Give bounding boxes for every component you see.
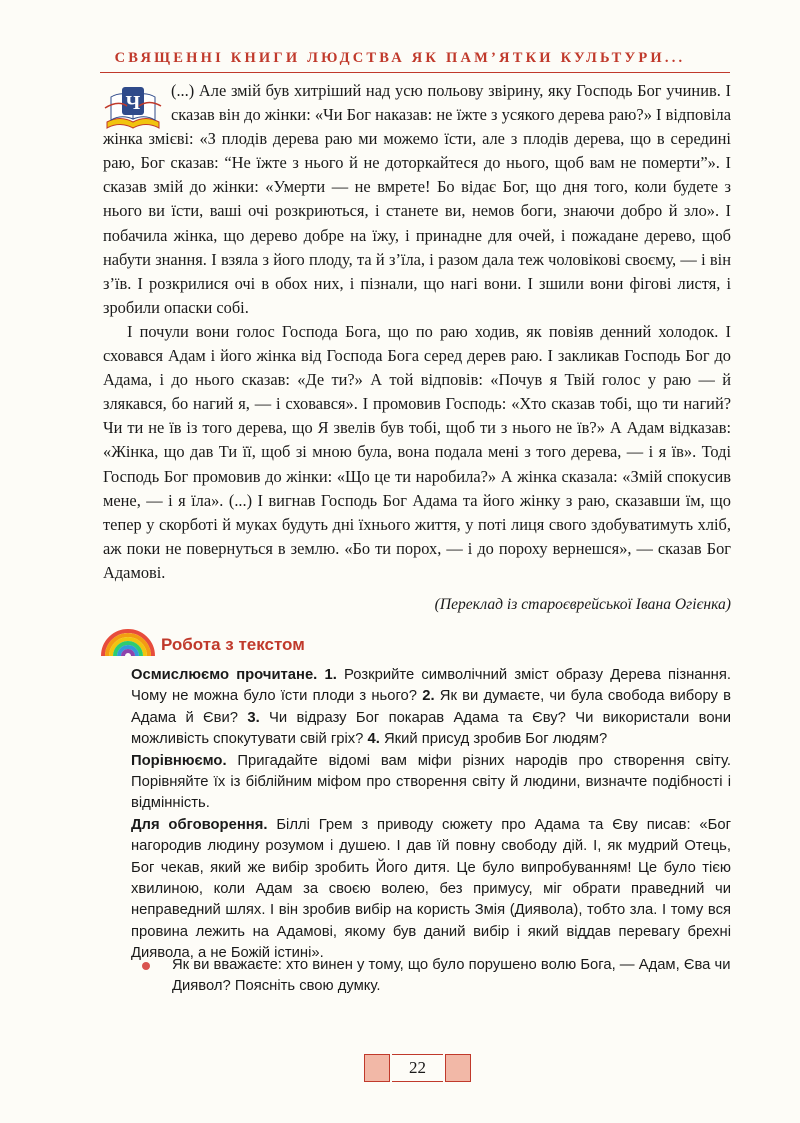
reading-paragraph: (...) Але змій був хитріший над усю польову звірину, яку Господь Бог учинив. І сказав він до жінки: «Чи Бог наказав: не їжте з усякого дерева раю?» І відповіла жінка змієві: «З плодів дерева раю ми можемо їсти, але з плодів дерева, що в середині раю, Бог сказав: “Не їжте з нього й не доторкайтеся до нього, щоб вам не померти”». І сказав змій до жінки: «Умерти — не вмрете! Бо відає Бог, що дня того, коли будете з нього ви їсти, ваші очі розкриються, і станете ви, немов боги, знаючи добро й зло». І побачила жінка, що дерево добре на їжу, і принадне для очей, і пожадане дерево, щоб набути знання. І взяла з його плоду, та й з’їла, і разом дала теж чоловікові своєму, — і він з’їв. І розкрилися очі в обох них, і пізнали, що нагі вони. І зшили вони фігові листя, і зробили опаски собі. (103, 81, 731, 317)
rainbow-icon (100, 627, 156, 657)
section-title: Робота з текстом (161, 635, 305, 654)
task-label: Порівнюємо. (131, 752, 227, 769)
footer-decor-left (364, 1054, 390, 1082)
page-footer (364, 1054, 471, 1084)
question-bullet (131, 955, 731, 998)
task-label: Осмислюємо прочитане. (131, 667, 318, 683)
footer-decor-right (445, 1054, 471, 1082)
tasks-block (131, 665, 731, 965)
task-number: 1. (324, 667, 337, 683)
task-number: 3. (247, 709, 260, 726)
task-compare (131, 751, 731, 815)
task-text: Чи відразу Бог покарав Адама та Єву? Чи використали вони можливість спокутувати свій гріх? (131, 709, 731, 748)
task-text: Як ви думаєте, чи була свобода вибору в Адама й Єви? (131, 688, 731, 726)
reading-text (103, 79, 731, 617)
header-divider (100, 72, 730, 73)
task-text: Який присуд зробив Бог людям? (379, 731, 608, 748)
task-label: Для обговорення. (131, 816, 268, 833)
section-header (100, 627, 500, 659)
bullet-text: Як ви вважаєте: хто винен у тому, що було порушено волю Бога, — Адам, Єва чи Диявол? Поясніть свою думку. (172, 957, 731, 995)
task-discussion (131, 815, 731, 965)
translation-source: (Переклад із староєврейської Івана Огієнка) (434, 595, 731, 613)
running-header: СВЯЩЕННІ КНИГИ ЛЮДСТВА ЯК ПАМ’ЯТКИ КУЛЬТУРИ... (114, 50, 686, 66)
reading-paragraph: І почули вони голос Господа Бога, що по раю ходив, як повіяв денний холодок. І сховався Адам і його жінка від Господа Бога серед дерев раю. І закликав Господь Бог до Адама, і до нього сказав: «Де ти?» А той відповів: «Почув я Твій голос у раю — й злякався, бо нагий я, — і сховався». І промовив Господь: «Хто сказав тобі, що ти нагий? Чи ти не їв із того дерева, що Я звелів був тобі, щоб ти з нього не їв?» А Адам відказав: «Жінка, що дав Ти її, щоб зі мною була, вона подала мені з того дерева, — і я їв». Тоді Господь Бог промовив до жінки: «Що це ти наробила?» А жінка сказала: «Змій спокусив мене, — і я їла». (...) І вигнав Господь Бог Адама та його жінку з раю, сказавши їм, що тепер у скорботі й муках будуть дні їхнього життя, у поті лиця свого здобуватимуть хліб, аж поки не повернуться в землю. «Бо ти порох, — і до пороху вернешся», — сказав Бог Адамові. (103, 321, 731, 582)
page-number: 22 (392, 1054, 443, 1082)
chapter-letter: Ч (125, 92, 141, 114)
task-understanding (131, 665, 731, 751)
task-number: 2. (422, 688, 435, 705)
task-text: Розкрийте символічний зміст образу Дерева пізнання. Чому не можна було їсти плоди з нього? (131, 667, 731, 705)
bullet-icon (142, 962, 150, 970)
task-text: Пригадайте відомі вам міфи різних народів про створення світу. Порівняйте їх із біблійним міфом про створення світу й людини, визначте подібності і відмінність. (131, 752, 731, 812)
task-number: 4. (367, 731, 380, 748)
task-text: Біллі Грем з приводу сюжету про Адама та Єву писав: «Бог нагородив людину розумом і душею. І дав їй повну свободу дій. І, як мудрий Отець, Бог чекав, який же вибір зробить Його дитя. Це було випробуванням! Це було тією хвилиною, коли Адам за своєю волею, без примусу, міг обрати праведний чи неправедний шлях. І він зробив вибір на користь Змія (Диявола), тобто зла. І тому вся провина лежить на Адамові, якому був даний вибір і який віддав перевагу брехні Диявола, а не Божій істині». (131, 816, 731, 962)
